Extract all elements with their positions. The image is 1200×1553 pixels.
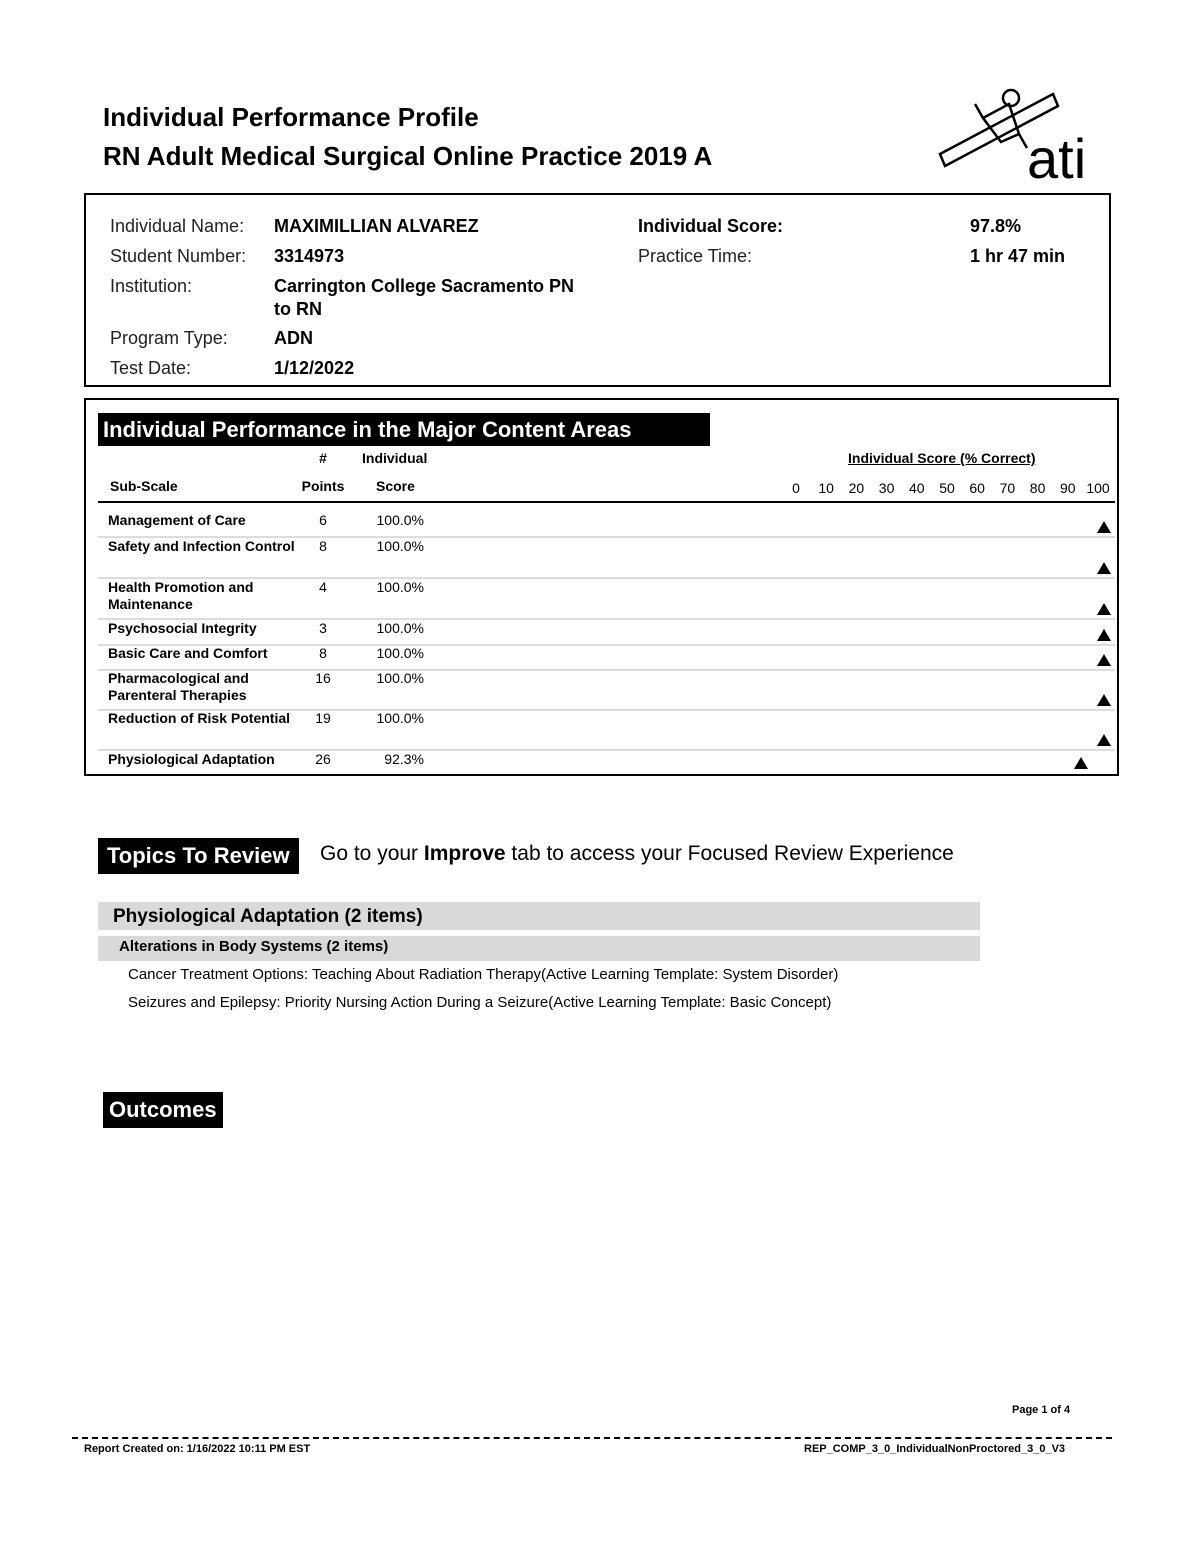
row-points: 16 bbox=[315, 670, 331, 686]
row-points: 26 bbox=[315, 751, 331, 767]
row-subscale-name: Physiological Adaptation bbox=[108, 751, 275, 767]
table-header-rule bbox=[98, 501, 1115, 503]
score-col-header: Score bbox=[376, 478, 415, 494]
row-points: 3 bbox=[319, 620, 327, 636]
footer-divider bbox=[72, 1437, 1112, 1439]
chart-title: Individual Score (% Correct) bbox=[848, 450, 1036, 466]
topic-category: Physiological Adaptation (2 items) bbox=[113, 906, 423, 927]
axis-tick-label: 50 bbox=[939, 480, 955, 496]
row-subscale-name: Basic Care and Comfort bbox=[108, 645, 268, 661]
score-marker bbox=[1097, 562, 1111, 574]
report-created: Report Created on: 1/16/2022 10:11 PM EST bbox=[84, 1443, 311, 1455]
row-subscale-name: Health Promotion and Maintenance bbox=[108, 579, 254, 612]
row-score: 100.0% bbox=[376, 645, 424, 661]
topic-subcategory: Alterations in Body Systems (2 items) bbox=[119, 938, 389, 955]
axis-tick-label: 10 bbox=[818, 480, 834, 496]
program-type-value: ADN bbox=[274, 328, 313, 348]
topics-to-review-tag: Topics To Review bbox=[98, 838, 299, 874]
row-score: 100.0% bbox=[376, 670, 424, 686]
row-score: 100.0% bbox=[376, 710, 424, 726]
score-marker bbox=[1097, 603, 1111, 615]
page-subtitle: RN Adult Medical Surgical Online Practice 2019 A bbox=[103, 141, 713, 171]
practice-time-value: 1 hr 47 min bbox=[970, 246, 1066, 266]
axis-tick-label: 30 bbox=[878, 480, 895, 496]
instruction-after: tab to access your Focused Review Experience bbox=[505, 842, 954, 865]
row-score: 100.0% bbox=[376, 538, 424, 554]
axis-tick-label: 80 bbox=[1029, 480, 1046, 496]
ati-logo bbox=[935, 82, 1105, 187]
row-score: 92.3% bbox=[384, 751, 424, 767]
score-label: Individual Score: bbox=[638, 216, 784, 236]
points-col-header-top: # bbox=[319, 450, 327, 466]
topics-instruction bbox=[320, 842, 954, 866]
row-points: 4 bbox=[319, 579, 327, 595]
test-date-value: 1/12/2022 bbox=[274, 358, 355, 378]
institution-value-line1: Carrington College Sacramento PN bbox=[274, 276, 575, 296]
logo-text: ati bbox=[1027, 127, 1087, 187]
axis-tick-label: 90 bbox=[1060, 480, 1076, 496]
axis-tick-label: 40 bbox=[909, 480, 925, 496]
points-col-header: Points bbox=[301, 478, 345, 494]
row-subscale-name: Reduction of Risk Potential bbox=[108, 710, 291, 726]
institution-value-line2: to RN bbox=[274, 299, 322, 319]
name-value: MAXIMILLIAN ALVAREZ bbox=[274, 216, 479, 236]
page-number: Page 1 of 4 bbox=[1012, 1404, 1071, 1416]
instruction-before: Go to your bbox=[320, 842, 424, 865]
row-subscale-name: Pharmacological and Parenteral Therapies bbox=[108, 670, 249, 703]
row-subscale-name: Management of Care bbox=[108, 512, 246, 528]
axis-tick-label: 70 bbox=[999, 480, 1016, 496]
performance-heading: Individual Performance in the Major Content Areas bbox=[98, 413, 710, 446]
topic-item: Cancer Treatment Options: Teaching About Radiation Therapy(Active Learning Template: System Disorder) bbox=[128, 966, 839, 983]
row-points: 8 bbox=[319, 538, 327, 554]
score-marker bbox=[1097, 629, 1111, 641]
axis-tick-label: 100 bbox=[1086, 480, 1110, 496]
axis-tick-label: 20 bbox=[848, 480, 865, 496]
axis-tick-label: 60 bbox=[969, 480, 985, 496]
report-code: REP_COMP_3_0_IndividualNonProctored_3_0_V3 bbox=[804, 1443, 1066, 1455]
topic-item: Seizures and Epilepsy: Priority Nursing Action During a Seizure(Active Learning Template: Basic Concept) bbox=[128, 994, 832, 1011]
improve-tab-text: Improve bbox=[423, 842, 506, 865]
program-type-label: Program Type: bbox=[110, 328, 228, 348]
score-marker bbox=[1097, 734, 1111, 746]
ati-logo-icon bbox=[935, 82, 1105, 187]
name-label: Individual Name: bbox=[110, 216, 245, 236]
row-score: 100.0% bbox=[376, 579, 424, 595]
score-value: 97.8% bbox=[970, 216, 1022, 236]
score-marker bbox=[1097, 694, 1111, 706]
test-date-label: Test Date: bbox=[110, 358, 192, 378]
row-score: 100.0% bbox=[376, 620, 424, 636]
axis-tick-label: 0 bbox=[792, 480, 800, 496]
row-subscale-name: Psychosocial Integrity bbox=[108, 620, 257, 636]
row-points: 8 bbox=[319, 645, 327, 661]
practice-time-label: Practice Time: bbox=[638, 246, 753, 266]
student-number-value: 3314973 bbox=[274, 246, 345, 266]
subscale-col-header: Sub-Scale bbox=[110, 478, 178, 494]
student-number-label: Student Number: bbox=[110, 246, 247, 266]
row-points: 19 bbox=[315, 710, 331, 726]
institution-label: Institution: bbox=[110, 276, 193, 296]
page-title: Individual Performance Profile bbox=[103, 102, 479, 132]
score-marker bbox=[1074, 757, 1088, 769]
score-marker bbox=[1097, 654, 1111, 666]
row-subscale-name: Safety and Infection Control bbox=[108, 538, 295, 554]
row-score: 100.0% bbox=[376, 512, 424, 528]
row-points: 6 bbox=[319, 512, 327, 528]
outcomes-tag: Outcomes bbox=[103, 1092, 223, 1128]
score-col-header-top: Individual bbox=[362, 450, 428, 466]
score-marker bbox=[1097, 521, 1111, 533]
